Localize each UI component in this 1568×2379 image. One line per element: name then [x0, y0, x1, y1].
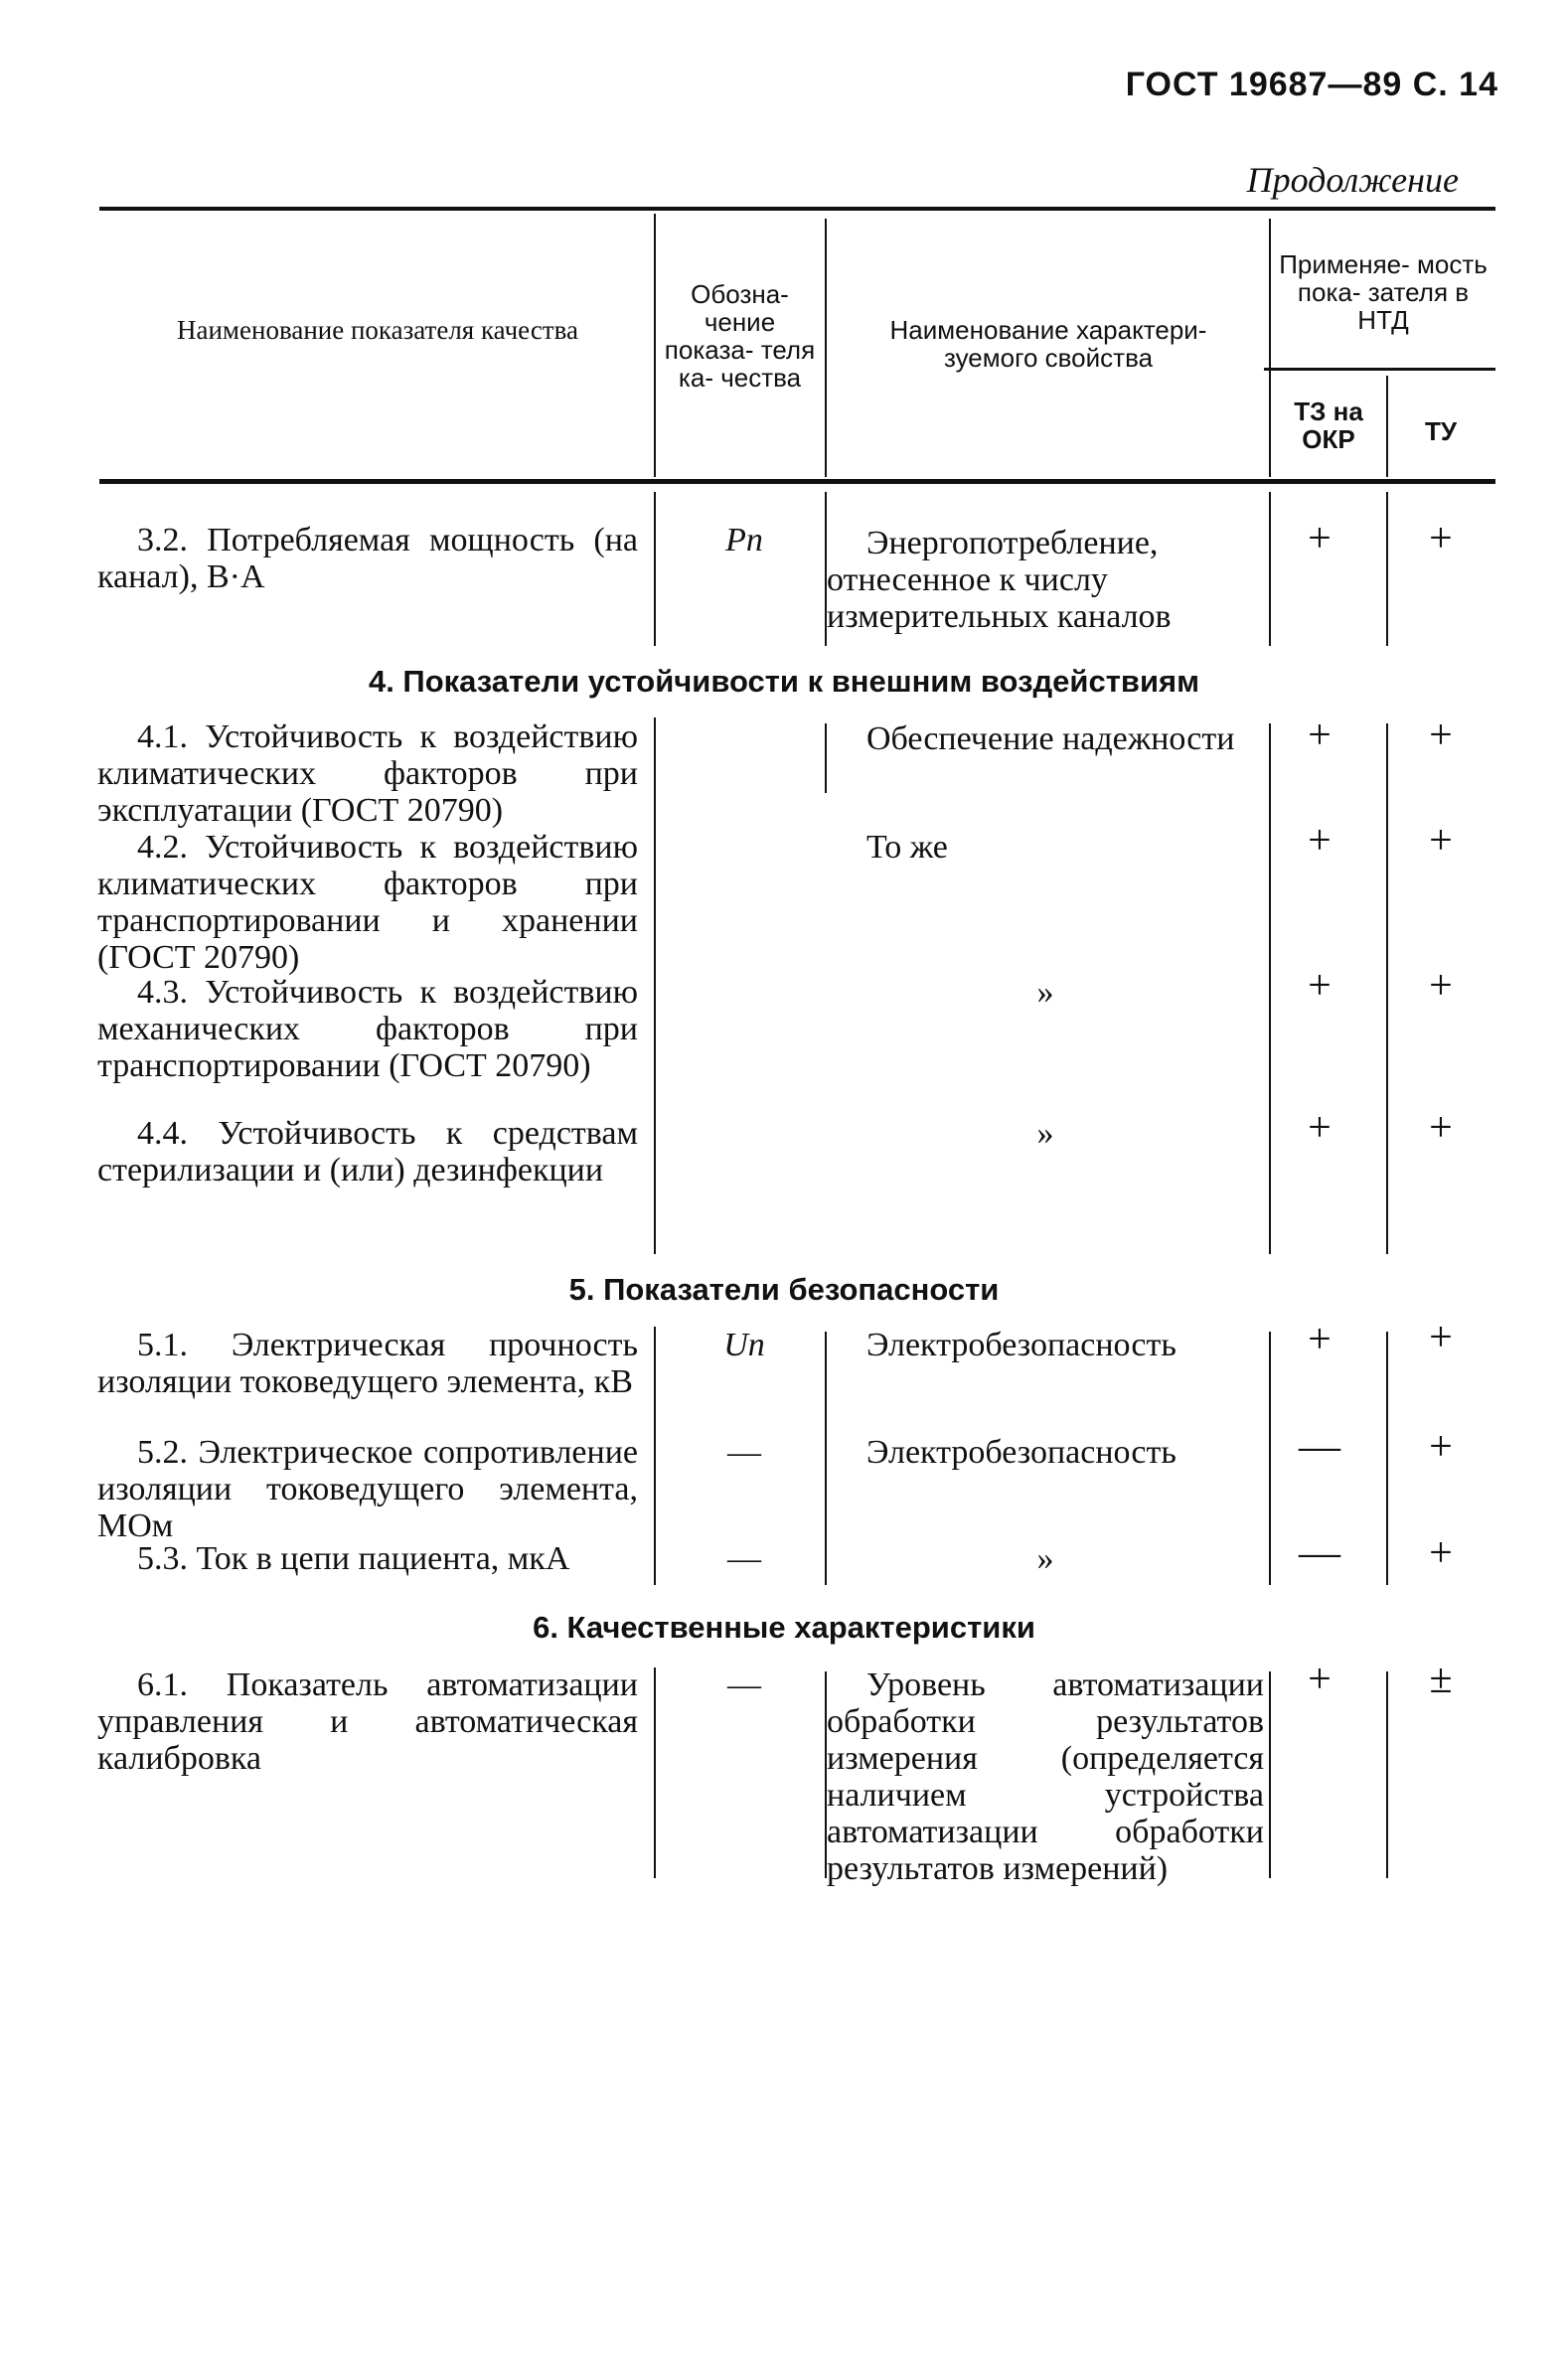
row-5-3-name: 5.3. Ток в цепи пациента, мкА	[137, 1540, 570, 1577]
body-col-divider	[1269, 492, 1271, 646]
row-5-1-tz: +	[1308, 1317, 1332, 1362]
header-property-col: Наименование характери- зуемого свойства	[889, 315, 1207, 373]
row-4-3-name: 4.3. Устойчивость к воздействию механических факторов при транспортировании (ГОСТ 20790)	[97, 974, 638, 1084]
row-5-3-tu: +	[1429, 1530, 1453, 1576]
header-col-divider	[1386, 376, 1388, 477]
row-4-3-tz: +	[1308, 963, 1332, 1009]
row-3-2-name: 3.2. Потребляемая мощность (на канал), В·А	[97, 522, 638, 595]
row-5-2-tu: +	[1429, 1424, 1453, 1470]
header-tz-col: ТЗ на ОКР	[1294, 396, 1363, 454]
row-3-2-symbol: Pп	[725, 522, 763, 558]
row-5-1-name: 5.1. Электрическая прочность изоляции токоведущего элемента, кВ	[97, 1327, 638, 1400]
row-4-4-property: »	[1036, 1115, 1054, 1152]
row-5-3-symbol: —	[727, 1540, 761, 1577]
body-col-divider	[654, 1327, 656, 1585]
row-4-1-tu: +	[1429, 713, 1453, 758]
row-6-1-tz: +	[1308, 1657, 1332, 1702]
row-5-3-property: »	[1036, 1540, 1054, 1577]
row-3-2-tz: +	[1308, 516, 1332, 561]
row-5-2-symbol: —	[727, 1434, 761, 1471]
row-5-1-property: Электробезопасность	[866, 1327, 1176, 1363]
body-col-divider	[654, 717, 656, 1254]
row-6-1-symbol: —	[727, 1666, 761, 1703]
body-col-divider	[1269, 1671, 1271, 1878]
row-4-2-name: 4.2. Устойчивость к воздействию климатических факторов при транспортировании и хранении (ГОСТ 20790)	[97, 829, 638, 976]
continuation-label: Продолжение	[1246, 160, 1459, 200]
row-5-1-symbol: Uп	[723, 1327, 765, 1363]
section-4-title: 4. Показатели устойчивости к внешним воздействиям	[368, 664, 1200, 699]
row-4-1-tz: +	[1308, 713, 1332, 758]
row-5-1-tu: +	[1429, 1315, 1453, 1360]
row-4-2-tu: +	[1429, 818, 1453, 864]
body-col-divider	[1386, 1671, 1388, 1878]
row-5-2-property: Электробезопасность	[866, 1434, 1176, 1471]
row-6-1-property: Уровень автоматизации обработки результатов измерения (определяется наличием устройства автоматизации обработки результатов измерений)	[827, 1666, 1264, 1887]
body-col-divider	[654, 1667, 656, 1878]
row-5-2-tz: —	[1299, 1424, 1340, 1470]
row-3-2-tu: +	[1429, 516, 1453, 561]
section-5-title: 5. Показатели безопасности	[568, 1272, 1000, 1307]
header-tu-col: ТУ	[1424, 416, 1458, 446]
row-4-1-name: 4.1. Устойчивость к воздействию климатических факторов при эксплуатации (ГОСТ 20790)	[97, 718, 638, 829]
header-name-col: Наименование показателя качества	[177, 315, 578, 345]
table-top-rule	[99, 207, 1495, 211]
applicability-split-rule	[1264, 368, 1495, 371]
body-col-divider	[1386, 492, 1388, 646]
body-col-divider	[654, 492, 656, 646]
header-applicability-col: Применяе- мость пока- зателя в НТД	[1279, 249, 1488, 335]
header-col-divider	[654, 214, 656, 477]
row-4-4-tu: +	[1429, 1105, 1453, 1151]
row-6-1-tu: ±	[1429, 1657, 1453, 1702]
header-col-divider	[1269, 219, 1271, 477]
page-header: ГОСТ 19687—89 С. 14	[1125, 66, 1498, 103]
row-5-2-name: 5.2. Электрическое сопротивление изоляции токоведущего элемента, МОм	[97, 1434, 638, 1544]
header-col-divider	[825, 219, 827, 477]
row-5-3-tz: —	[1299, 1530, 1340, 1576]
row-4-3-property: »	[1036, 974, 1054, 1011]
row-4-4-name: 4.4. Устойчивость к средствам стерилизации и (или) дезинфекции	[97, 1115, 638, 1189]
body-col-divider	[1386, 1332, 1388, 1585]
row-6-1-name: 6.1. Показатель автоматизации управления и автоматическая калибровка	[97, 1666, 638, 1777]
row-4-2-tz: +	[1308, 818, 1332, 864]
row-4-4-tz: +	[1308, 1105, 1332, 1151]
section-6-title: 6. Качественные характеристики	[533, 1610, 1035, 1645]
row-4-1-property: Обеспечение надежности	[866, 720, 1235, 757]
row-4-2-property: То же	[866, 829, 948, 866]
row-3-2-property: Энергопотребление, отнесенное к числу измерительных каналов	[827, 525, 1172, 635]
body-col-divider	[1386, 723, 1388, 1254]
header-symbol-col: Обозна- чение показа- теля ка- чества	[664, 279, 816, 393]
table-header-bottom-rule	[99, 479, 1495, 484]
row-4-3-tu: +	[1429, 963, 1453, 1009]
